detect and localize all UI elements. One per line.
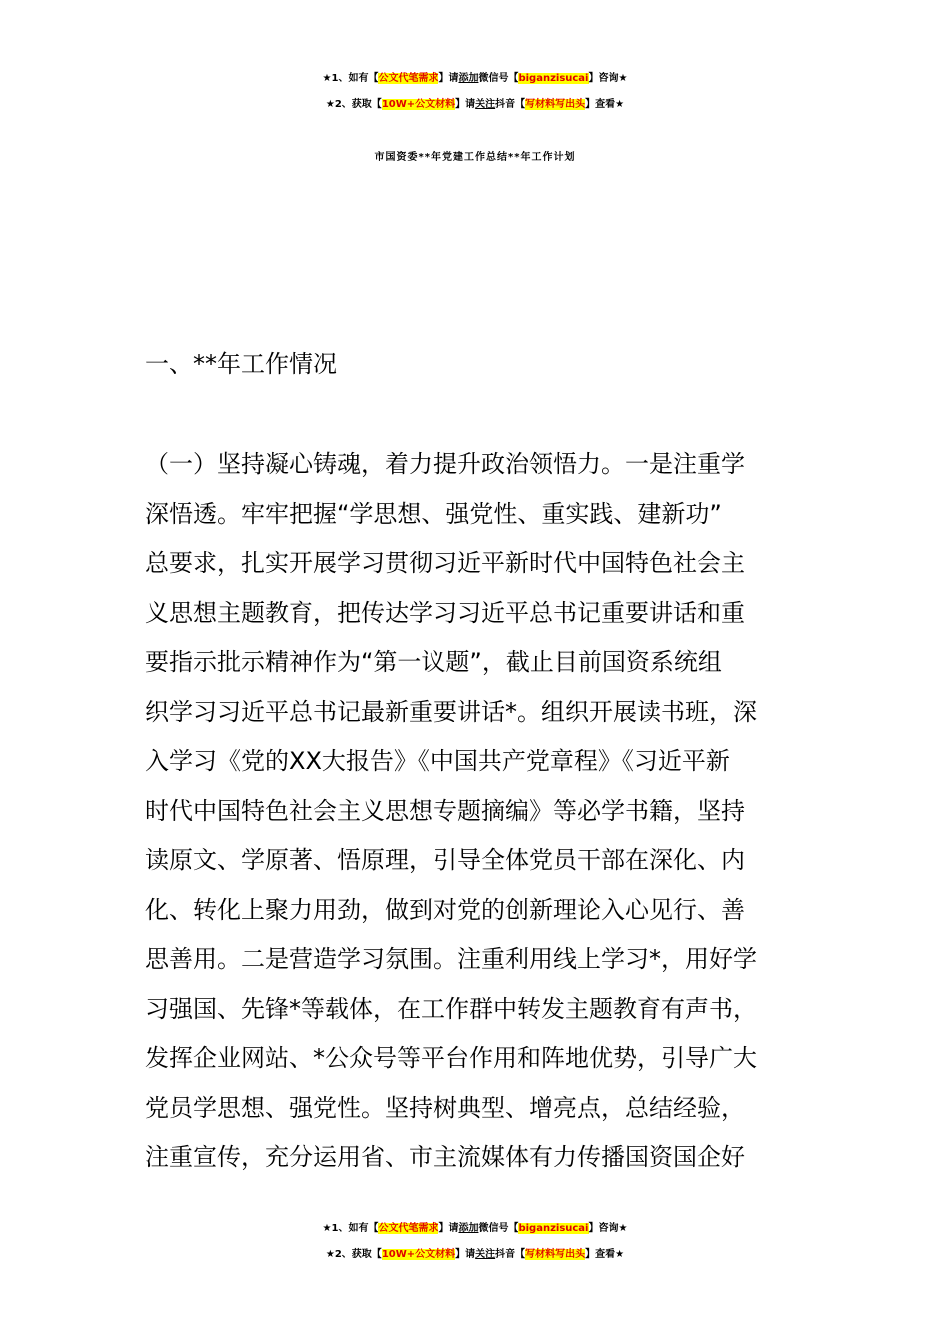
promo-underlined: 添加	[458, 73, 479, 84]
promo-text: 】咨询★	[588, 73, 628, 84]
promo-text: 】请	[438, 73, 459, 84]
promo-underlined: 添加	[458, 1223, 479, 1234]
paragraph-line: 党员学思想、强党性。坚持树典型、增亮点，总结经验，	[145, 1093, 745, 1122]
paragraph-line: 深悟透。牢牢把握“学思想、强党性、重实践、建新功”	[145, 499, 722, 528]
promo-text: 】请	[455, 99, 476, 110]
promo-highlight: 写材料写出头	[525, 99, 586, 110]
promo-text: 】查看★	[585, 1249, 625, 1260]
promo-line-1	[0, 66, 950, 92]
promo-underlined: 关注	[475, 1249, 496, 1260]
promo-text: ★2、获取【	[325, 99, 382, 110]
body-paragraph	[145, 440, 810, 1183]
promo-line-2	[0, 92, 950, 118]
promo-highlight: 写材料写出头	[525, 1249, 586, 1260]
paragraph-line: 时代中国特色社会主义思想专题摘编》等必学书籍，坚持	[145, 796, 745, 825]
promo-text: 】查看★	[585, 99, 625, 110]
promo-text: 微信号【	[478, 73, 519, 84]
promo-text: 】请	[455, 1249, 476, 1260]
paragraph-line: 要指示批示精神作为“第一议题”，截止目前国资系统组	[145, 648, 722, 676]
header-promo-banner	[0, 66, 950, 118]
promo-line-1	[0, 1216, 950, 1242]
promo-text: 】请	[438, 1223, 459, 1234]
promo-highlight: 10W+公文材料	[381, 1249, 456, 1260]
promo-highlight: biganzisucai	[518, 1223, 589, 1234]
paragraph-line: 习强国、先锋*等载体，在工作群中转发主题教育有声书，	[145, 994, 757, 1023]
paragraph-line: 义思想主题教育，把传达学习习近平总书记重要讲话和重	[145, 598, 745, 627]
paragraph-line: 发挥企业网站、*公众号等平台作用和阵地优势，引导广大	[145, 1044, 757, 1072]
promo-text: ★1、如有【	[322, 1223, 379, 1234]
promo-text: 】咨询★	[588, 1223, 628, 1234]
promo-highlight: biganzisucai	[518, 73, 589, 84]
promo-text: ★2、获取【	[325, 1249, 382, 1260]
paragraph-line: 入学习《党的XX大报告》《中国共产党章程》《习近平新	[145, 747, 730, 775]
promo-text: 抖音【	[495, 1249, 526, 1260]
promo-underlined: 关注	[475, 99, 496, 110]
promo-line-2	[0, 1242, 950, 1268]
promo-text: 微信号【	[478, 1223, 519, 1234]
promo-highlight: 10W+公文材料	[381, 99, 456, 110]
promo-highlight: 公文代笔需求	[378, 1223, 439, 1234]
section-heading: 一、**年工作情况	[145, 350, 337, 378]
paragraph-line: 织学习习近平总书记最新重要讲话*。组织开展读书班，深	[145, 697, 757, 726]
promo-text: 抖音【	[495, 99, 526, 110]
promo-text: ★1、如有【	[322, 73, 379, 84]
paragraph-line: 读原文、学原著、悟原理，引导全体党员干部在深化、内	[145, 846, 745, 874]
paragraph-line: 注重宣传，充分运用省、市主流媒体有力传播国资国企好	[145, 1143, 745, 1171]
paragraph-line: 思善用。二是营造学习氛围。注重利用线上学习*，用好学	[145, 945, 757, 973]
paragraph-line: （一）坚持凝心铸魂，着力提升政治领悟力。一是注重学	[145, 450, 745, 478]
footer-promo-banner	[0, 1216, 950, 1268]
document-title: 市国资委**年党建工作总结**年工作计划	[374, 152, 576, 163]
paragraph-line: 总要求，扎实开展学习贯彻习近平新时代中国特色社会主	[145, 549, 745, 577]
paragraph-line: 化、转化上聚力用劲，做到对党的创新理论入心见行、善	[145, 895, 745, 924]
promo-highlight: 公文代笔需求	[378, 73, 439, 84]
